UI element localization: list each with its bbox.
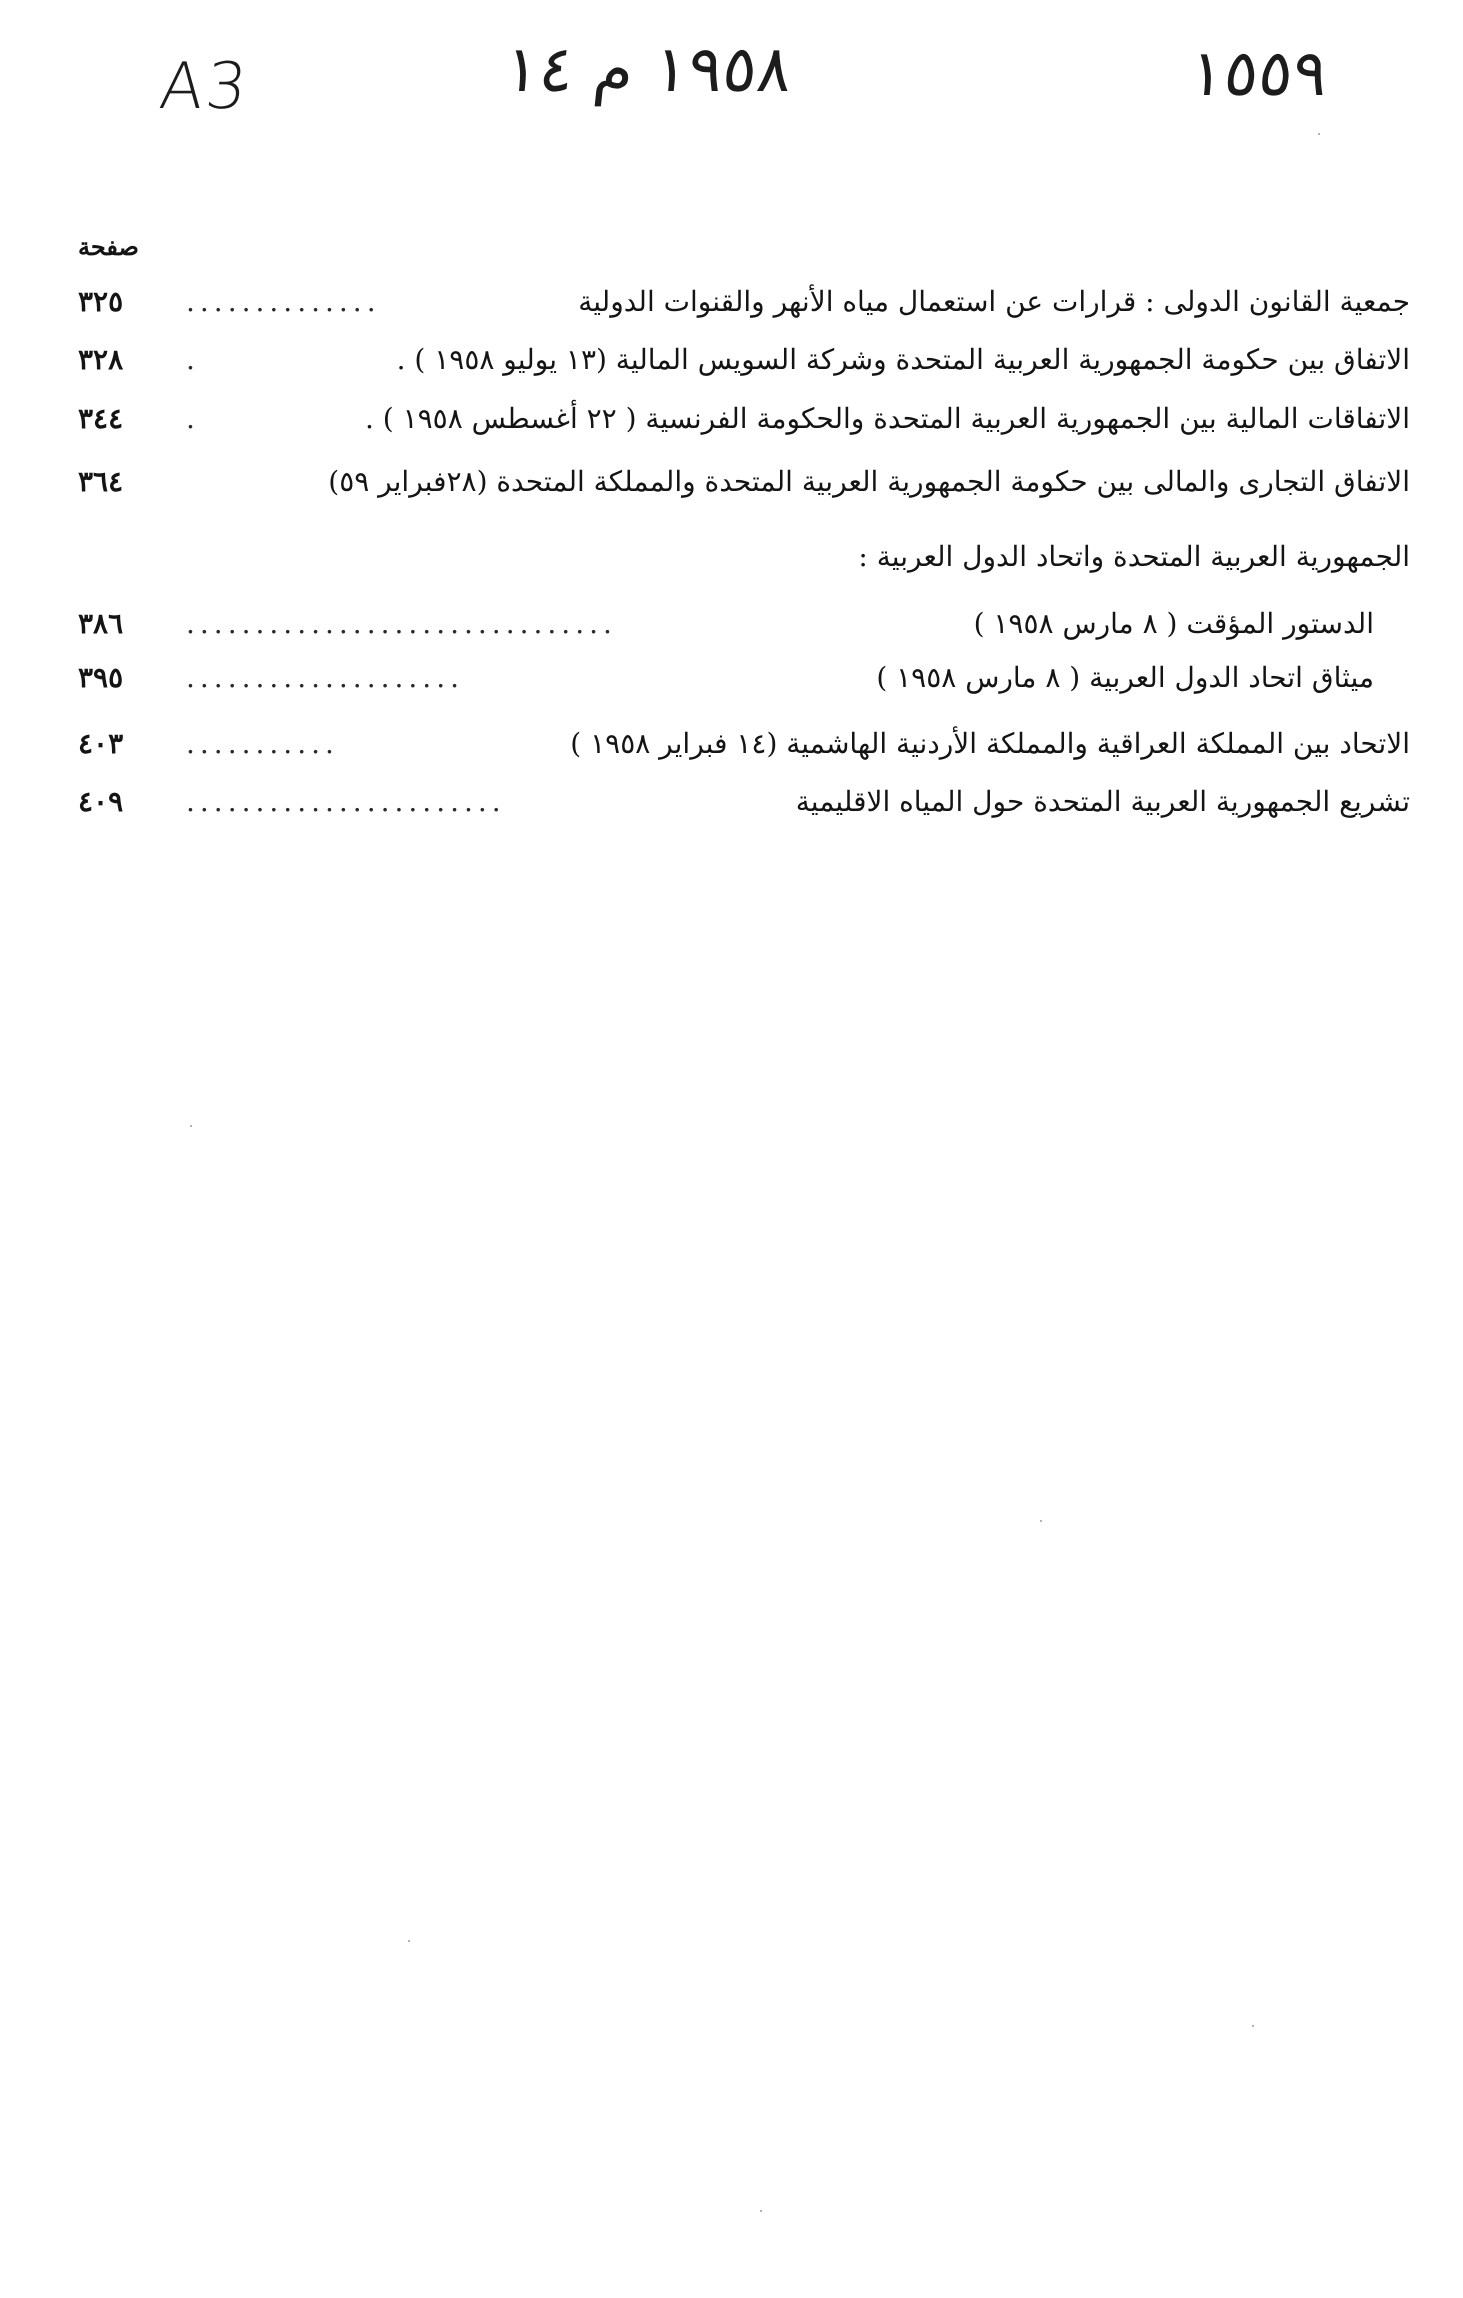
toc-entry-title: جمعية القانون الدولى : قرارات عن استعمال مياه الأنهر والقنوات الدولية xyxy=(578,285,1410,318)
toc-entry-page: ٣٢٨ xyxy=(78,343,124,376)
toc-entry xyxy=(78,600,1410,648)
toc-entry-page: ٣٩٥ xyxy=(78,661,124,694)
handwritten-annotation-left: A3 xyxy=(156,50,253,124)
toc-entry xyxy=(78,395,1410,443)
toc-section-heading xyxy=(78,533,1410,581)
scan-speck xyxy=(1252,2025,1254,2027)
toc-entry xyxy=(78,278,1410,326)
toc-entry-page: ٣٨٦ xyxy=(78,607,124,640)
toc-section-heading-title: الجمهورية العربية المتحدة واتحاد الدول العربية : xyxy=(858,540,1410,573)
scan-speck xyxy=(760,2210,762,2212)
toc-entry-leader: . xyxy=(186,402,200,435)
scan-speck xyxy=(190,1125,192,1127)
handwritten-annotation-center: ١٩٥٨ م ١٤ xyxy=(501,33,796,107)
toc-entry-title: الدستور المؤقت ( ٨ مارس ١٩٥٨ ) xyxy=(973,607,1374,640)
toc-entry-leader: ........... xyxy=(186,727,339,760)
toc-entry xyxy=(78,336,1410,384)
toc-entry-title: الاتفاق بين حكومة الجمهورية العربية المتحدة وشركة السويس المالية (١٣ يوليو ١٩٥٨ ) . xyxy=(396,343,1410,376)
toc-entry-page: ٣٤٤ xyxy=(78,402,124,435)
toc-entry-leader: ....................... xyxy=(186,785,506,818)
toc-entry xyxy=(78,778,1410,826)
toc-entry-title: الاتحاد بين المملكة العراقية والمملكة الأردنية الهاشمية (١٤ فبراير ١٩٥٨ ) xyxy=(570,727,1410,760)
toc-entry-title: الاتفاق التجارى والمالى بين حكومة الجمهورية العربية المتحدة والمملكة المتحدة (٢٨فبراير ٥٩) xyxy=(328,465,1410,498)
handwritten-annotation-right: ١٥٥٩ xyxy=(1186,37,1332,111)
toc-entry-leader: .................... xyxy=(186,661,465,694)
scan-speck xyxy=(408,1940,410,1942)
toc-entry xyxy=(78,720,1410,768)
scan-speck xyxy=(1040,1520,1042,1522)
toc-entry-leader: ............................... xyxy=(186,607,617,640)
toc-entry-title: ميثاق اتحاد الدول العربية ( ٨ مارس ١٩٥٨ ) xyxy=(876,661,1374,694)
toc-entry-title: تشريع الجمهورية العربية المتحدة حول المياه الاقليمية xyxy=(795,785,1410,818)
toc-entry-leader: .............. xyxy=(186,285,381,318)
toc-entry-title: الاتفاقات المالية بين الجمهورية العربية المتحدة والحكومة الفرنسية ( ٢٢ أغسطس ١٩٥٨ ) . xyxy=(364,402,1410,435)
toc-page-column-header: صفحة xyxy=(78,232,139,261)
toc-entry-page: ٤٠٩ xyxy=(78,785,124,818)
toc-entry-page: ٤٠٣ xyxy=(78,727,124,760)
toc-entry xyxy=(78,654,1410,702)
toc-entry-page: ٣٦٤ xyxy=(78,465,124,498)
toc-entry-page: ٣٢٥ xyxy=(78,285,124,318)
toc-entry xyxy=(78,458,1410,506)
toc-entry-leader: . xyxy=(186,343,200,376)
scan-speck xyxy=(1318,133,1320,135)
